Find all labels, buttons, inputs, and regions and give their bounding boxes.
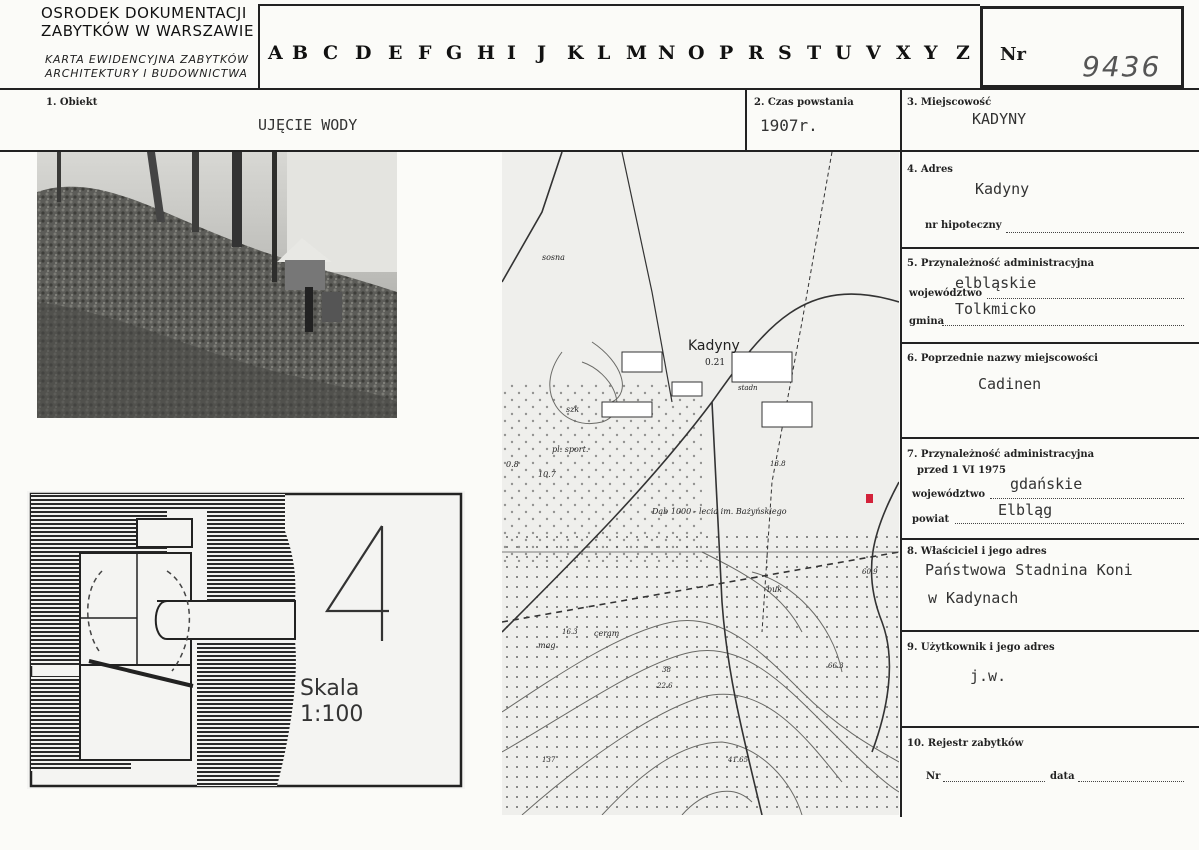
header-divider [258, 4, 260, 90]
obiekt-value: UJĘCIE WODY [258, 116, 358, 134]
alphabet-letter-y: Y [924, 42, 938, 64]
wojewodztwo-dots [987, 298, 1184, 299]
map-label: 22.6 [657, 682, 673, 690]
alphabet-letter-i: I [507, 42, 516, 64]
adres-value: Kadyny [975, 180, 1030, 198]
alphabet-letter-k: K [567, 42, 584, 64]
alphabet-letter-d: D [355, 42, 372, 64]
alphabet-letter-g: G [446, 42, 463, 64]
scale-label: Skala [300, 676, 360, 701]
map-label: 137 [542, 756, 556, 764]
adres-label: 4. Adres [907, 164, 953, 175]
map-label: 60.9 [862, 568, 878, 576]
alphabet-letter-f: F [418, 42, 432, 64]
sep-7 [900, 538, 1199, 540]
alphabet-letter-h: H [477, 42, 495, 64]
wojewodztwo-label: województwo [909, 288, 983, 299]
przed-date-label: przed 1 VI 1975 [917, 465, 1006, 476]
uzytkownik-value: j.w. [970, 667, 1007, 685]
sep-3 [900, 150, 1199, 152]
alphabet-letter-m: M [626, 42, 648, 64]
rejestr-data-label: data [1050, 771, 1075, 782]
alphabet-letter-e: E [388, 42, 403, 64]
alphabet-letter-j: J [537, 42, 546, 64]
powiat-label: powiat [912, 514, 950, 525]
wojewodztwo-value: elbląskie [955, 274, 1037, 292]
przynaleznosc-label: 5. Przynależność administracyjna [907, 258, 1095, 269]
card-title-line-1: KARTA EWIDENCYJNA ZABYTKÓW [45, 53, 249, 66]
nr-label: Nr [1000, 44, 1026, 65]
institution-line-1: OSRODEK DOKUMENTACJI [41, 4, 247, 22]
map-label: 0.8 [506, 460, 519, 469]
map-label: 10.7 [538, 470, 556, 479]
alphabet-letter-s: S [778, 42, 792, 64]
map-label: mag [538, 641, 556, 650]
map-label: 66.3 [828, 662, 844, 670]
wlasciciel-line-1: Państwowa Stadnina Koni [925, 561, 1133, 579]
map-label: 38 [662, 666, 671, 674]
map-label: cerąm [594, 629, 620, 638]
rejestr-nr-label: Nr [926, 771, 941, 782]
card-title-line-2: ARCHITEKTURY I BUDOWNICTWA [45, 67, 248, 80]
wojewodztwo-przed-value: gdańskie [1010, 475, 1083, 493]
powiat-dots [955, 523, 1184, 524]
institution-line-2: ZABYTKÓW W WARSZAWIE [41, 22, 255, 40]
gmina-dots [942, 325, 1184, 326]
map-label: 41.65 [728, 756, 749, 764]
sep-5 [900, 342, 1199, 344]
location-marker [866, 494, 873, 503]
miejscowosc-label: 3. Miejscowość [907, 97, 992, 108]
uzytkownik-label: 9. Użytkownik i jego adres [907, 642, 1055, 653]
alphabet-letter-o: O [688, 42, 705, 64]
poprzednie-label: 6. Poprzednie nazwy miejscowości [907, 353, 1098, 364]
sep-9 [900, 726, 1199, 728]
alphabet-letter-n: N [658, 42, 676, 64]
map-label: stadn [738, 384, 758, 392]
map-label: 13.8 [770, 460, 786, 468]
alphabet-letter-t: T [807, 42, 822, 64]
sep-6 [900, 437, 1199, 439]
map-label: sosna [542, 253, 565, 262]
alphabet-letter-x: X [896, 42, 911, 64]
right-column-line [900, 90, 902, 817]
wlasciciel-line-2: w Kadynach [928, 589, 1019, 607]
alphabet-letter-c: C [323, 42, 339, 64]
alphabet-letter-p: P [719, 42, 734, 64]
alphabet-letter-u: U [835, 42, 852, 64]
alphabet-letter-a: A [268, 42, 283, 64]
map-label: pl. sport. [552, 445, 589, 454]
alphabet-letter-b: B [292, 42, 309, 64]
floor-plan [27, 491, 465, 789]
header-top-line [258, 4, 980, 6]
location-map [502, 152, 899, 815]
rejestr-label: 10. Rejestr zabytków [907, 738, 1024, 749]
wlasciciel-label: 8. Właściciel i jego adres [907, 546, 1047, 557]
poprzednie-value: Cadinen [978, 375, 1042, 393]
hipoteczny-dots [1006, 232, 1184, 233]
rejestr-data-dots [1078, 781, 1184, 782]
map-label: 0.21 [705, 358, 726, 368]
alphabet-letter-z: Z [956, 42, 970, 64]
wojewodztwo-przed-label: województwo [912, 489, 986, 500]
rejestr-nr-dots [943, 781, 1045, 782]
miejscowosc-value: KADYNY [972, 110, 1027, 128]
divider-1-2 [745, 90, 747, 150]
gmina-value: Tolkmicko [955, 300, 1037, 318]
hipoteczny-label: nr hipoteczny [925, 220, 1002, 231]
czas-value: 1907r. [760, 116, 818, 135]
gmina-label: gmina [909, 316, 945, 327]
sep-4 [900, 247, 1199, 249]
sep-8 [900, 630, 1199, 632]
scale-value: 1:100 [300, 702, 364, 727]
wojewodztwo-przed-dots [990, 498, 1184, 499]
alphabet-letter-v: V [866, 42, 881, 64]
map-label: Dąb 1000 - lecia im. Bażyńskiego [652, 507, 787, 516]
nr-value: 9436 [1082, 50, 1162, 83]
przynaleznosc-przed-label: 7. Przynależność administracyjna [907, 449, 1095, 460]
object-photo [37, 152, 397, 418]
powiat-value: Elbląg [998, 501, 1053, 519]
map-label: 16.3 [562, 628, 578, 636]
alphabet-letter-l: L [597, 42, 611, 64]
map-label: Kadyny [688, 338, 740, 354]
map-label: buk [767, 585, 783, 594]
header-bottom-line [0, 88, 1199, 90]
alphabet-letter-r: R [748, 42, 764, 64]
obiekt-label: 1. Obiekt [46, 97, 98, 108]
czas-label: 2. Czas powstania [754, 97, 854, 108]
map-label: szk [566, 405, 580, 414]
